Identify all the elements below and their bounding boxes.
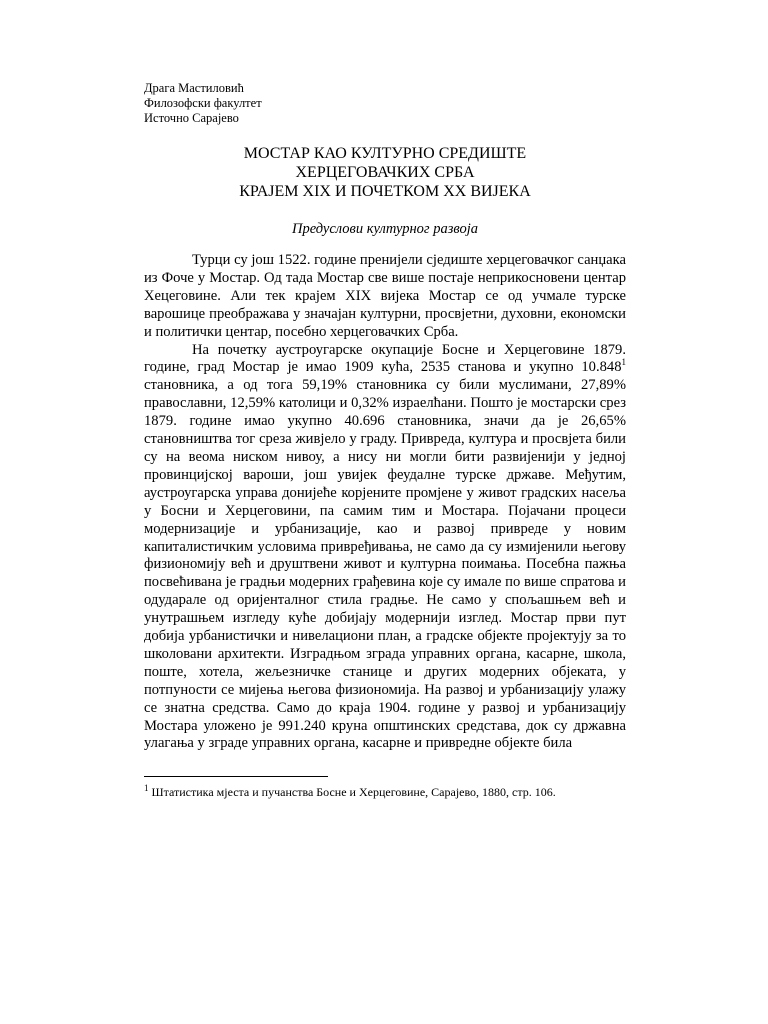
author-block	[144, 81, 262, 126]
paragraph-1: Турци су још 1522. године пренијели сједиште херцеговачког санџака из Фоче у Мостар. Од тада Мостар све више постаје неприкосновени центар Хецеговине. Али тек крајем XIX вијека Мостар се од учмале турске варошице преображава у значајан културни, просвјетни, духовни, економски и политички центар, посебно херцеговачких Срба.	[144, 252, 626, 340]
footnote-divider	[144, 776, 328, 777]
article-title	[144, 144, 626, 201]
title-line-3: КРАЈЕМ XIX И ПОЧЕТКОМ XX ВИЈЕКА	[239, 183, 531, 200]
footnote-text: Штатистика мјеста и пучанства Босне и Херцеговине, Сарајево, 1880, стр. 106.	[151, 785, 556, 799]
section-subtitle: Предуслови културног развоја	[291, 221, 478, 237]
title-line-2: ХЕРЦЕГОВАЧКИХ СРБА	[295, 164, 475, 181]
paragraph-2-rest: становника, а од тога 59,19% становника су били муслимани, 27,89% православни, 12,59% католици и 0,32% израелћани. Пошто је мостарски срез 1879. године имао укупно 40.696 становника, значи да је 26,65% становништва тог среза живјело у граду. Привреда, култура и просвјета били су на веома ниском нивоу, а нису ни могли бити развијенији у једној провинцијској вароши, још увијек феудалне турске државе. Међутим, аустроугарска управа донијеће корјените промјене у живот градских насеља у Босни и Херцеговини, па самим тим и Мостара. Појачани процеси модернизације и урбанизације, као и развој привреде у новим капиталистичким условима привређивања, не само да су измијенили његову физиономију већ и друштвени живот и културна поимања. Посебна пажња посвећивана је градњи модерних грађевина које су имале по више спратова и одударале од оријенталног стила градње. Не само у спољашњем већ и унутрашњем изгледу куће добијају модернији изглед. Мостар први пут добија урбанистички и нивелациони план, а градске објекте пројектују за то школовани архитекти. Изградњом зграда управних органа, касарне, школа, поште, хотела, жељезничке станице и других модерних објеката, у потпуности се мијења његова физиономија. На развој и урбанизацију улажу се знатна средства. Само до краја 1904. године у развој и урбанизацију Мостара уложено је 991.240 круна општинских средстава, док су државна улагања у зграде управних органа, касарне и привредне објекте била	[144, 377, 626, 752]
footnote-number: 1	[144, 783, 149, 793]
body-text	[144, 252, 626, 753]
paragraph-2-start: На почетку аустроугарске окупације Босне и Херцеговине 1879. године, град Мостар је имао 1909 кућа, 2535 станова и укупно 10.848	[144, 341, 626, 376]
author-faculty: Филозофски факултет	[144, 96, 262, 110]
author-city: Источно Сарајево	[144, 111, 239, 125]
footnote	[144, 785, 556, 799]
title-line-1: МОСТАР КАО КУЛТУРНО СРЕДИШТЕ	[243, 145, 527, 162]
paragraph-2	[144, 342, 626, 754]
footnote-reference: 1	[621, 357, 626, 368]
author-name: Драга Мастиловић	[144, 81, 244, 95]
